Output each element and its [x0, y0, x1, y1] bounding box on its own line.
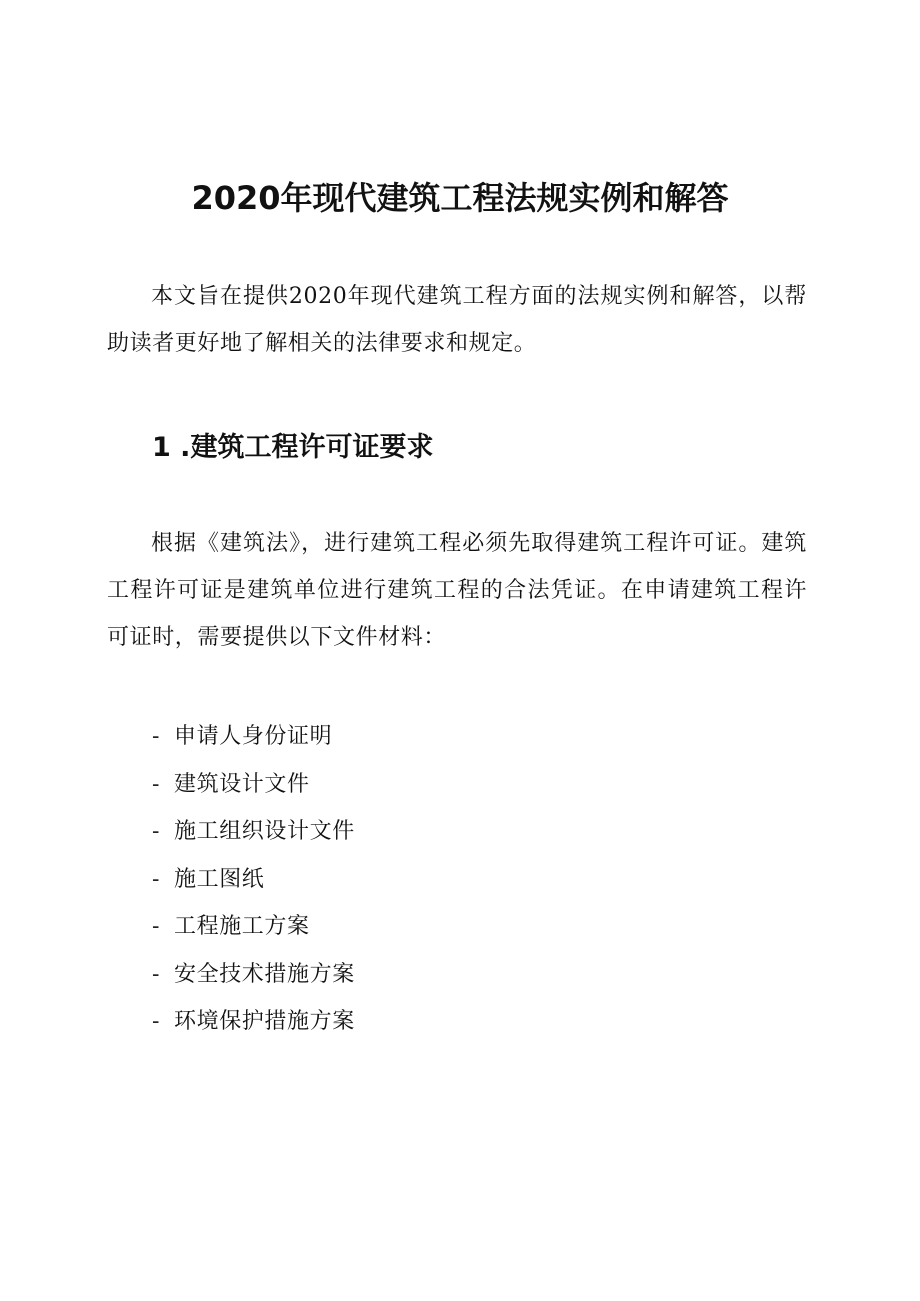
document-title: 2020年现代建筑工程法规实例和解答	[191, 179, 729, 217]
material-label: 建筑设计文件	[174, 771, 310, 797]
list-item	[152, 761, 355, 809]
section-heading-permit: 1 .建筑工程许可证要求	[152, 432, 434, 463]
material-label: 环境保护措施方案	[174, 1009, 355, 1034]
list-dash: -	[152, 771, 161, 797]
list-dash: -	[152, 724, 161, 749]
material-label: 施工组织设计文件	[174, 819, 355, 844]
list-item	[152, 713, 355, 761]
permit-paragraph: 根据《建筑法》，进行建筑工程必须先取得建筑工程许可证。建筑工程许可证是建筑单位进行建筑工程的合法凭证。在申请建筑工程许可证时，需要提供以下文件材料：	[107, 531, 807, 650]
list-item	[152, 856, 355, 904]
list-dash: -	[152, 819, 161, 844]
list-item	[152, 903, 355, 951]
intro-paragraph: 本文旨在提供2020年现代建筑工程方面的法规实例和解答，以帮助读者更好地了解相关的法律要求和规定。	[107, 284, 807, 356]
list-dash: -	[152, 1009, 161, 1034]
list-dash: -	[152, 866, 161, 892]
material-label: 申请人身份证明	[174, 724, 333, 749]
list-item	[152, 951, 355, 999]
list-item	[152, 998, 355, 1046]
material-label: 安全技术措施方案	[174, 961, 355, 987]
material-label: 施工图纸	[174, 866, 265, 892]
materials-list	[152, 713, 355, 1046]
list-item	[152, 808, 355, 856]
list-dash: -	[152, 914, 161, 939]
list-dash: -	[152, 961, 161, 987]
material-label: 工程施工方案	[174, 914, 310, 939]
